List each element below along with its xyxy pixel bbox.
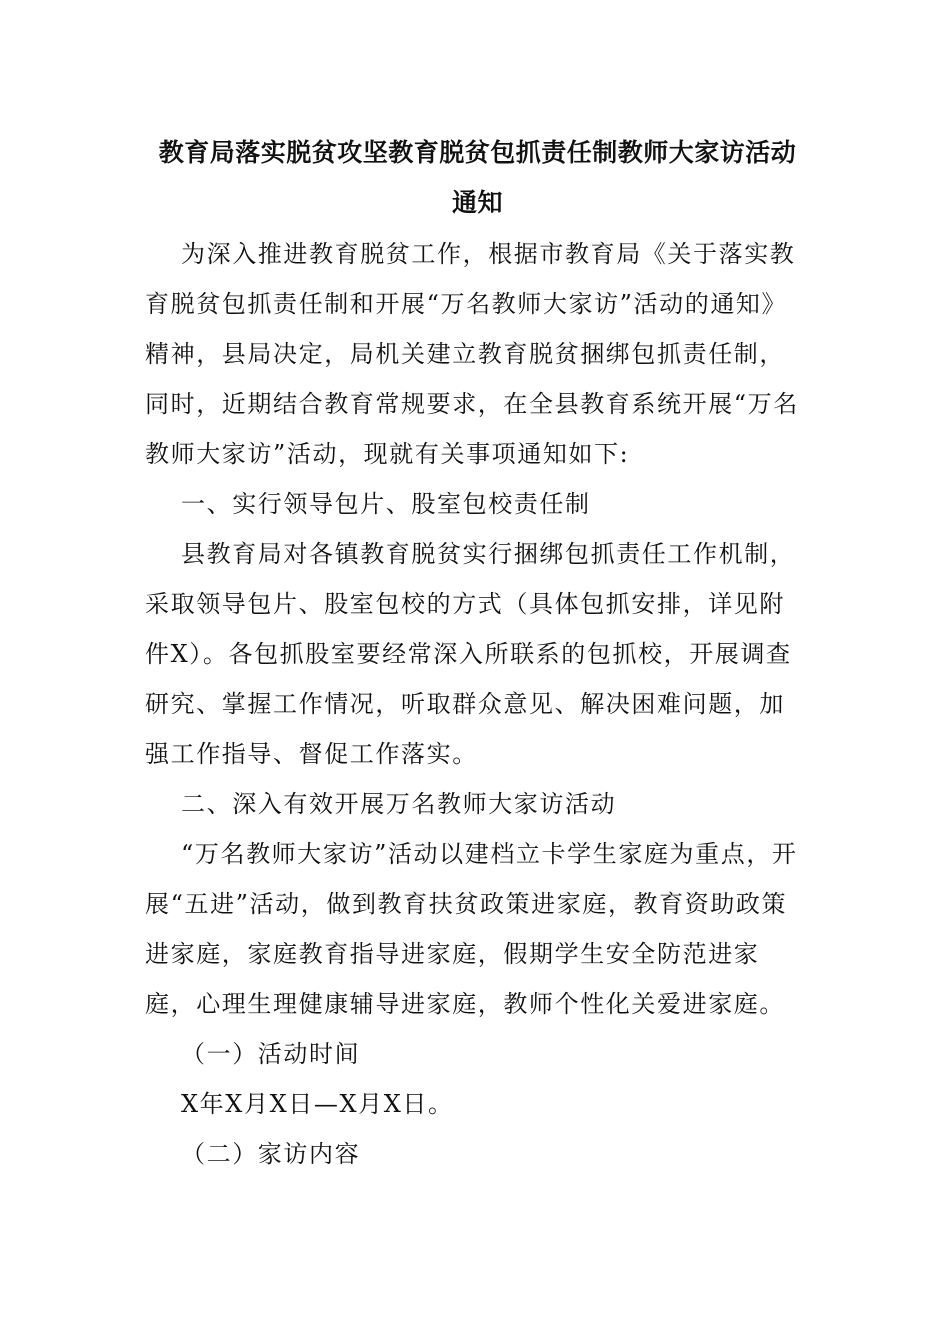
section-2-heading: 二、深入有效开展万名教师大家访活动: [181, 790, 617, 818]
title-line-2: 通知: [451, 188, 503, 217]
intro-paragraph: 为深入推进教育脱贫工作，根据市教育局《关于落实教育脱贫包抓责任制和开展“万名教师大家访”活动的通知》精神，县局决定，局机关建立教育脱贫捆绑包抓责任制，同时，近期结合教育常规要求，在全县教育系统开展“万名教师大家访”活动，现就有关事项通知如下:: [145, 240, 799, 468]
subsection-1-body: X年X月X日—X月X日。: [181, 1090, 454, 1118]
document-title: [145, 128, 810, 228]
subsection-2-heading: （二）家访内容: [181, 1140, 361, 1168]
section-1-body: 县教育局对各镇教育脱贫实行捆绑包抓责任工作机制，采取领导包片、股室包校的方式（具体包抓安排，详见附件X）。各包抓股室要经常深入所联系的包抓校，开展调查研究、掌握工作情况，听取群众意见、解决困难问题，加强工作指导、督促工作落实。: [145, 540, 796, 768]
title-line-1: 教育局落实脱贫攻坚教育脱贫包抓责任制教师大家访活动: [158, 138, 797, 167]
section-2-body: “万名教师大家访”活动以建档立卡学生家庭为重点，开展“五进”活动，做到教育扶贫政策进家庭，教育资助政策进家庭，家庭教育指导进家庭，假期学生安全防范进家庭，心理生理健康辅导进家庭，教师个性化关爱进家庭。: [145, 840, 798, 1018]
section-1-heading: 一、实行领导包片、股室包校责任制: [181, 490, 591, 518]
subsection-1-heading: （一）活动时间: [181, 1040, 361, 1068]
document-body: [145, 128, 810, 1179]
